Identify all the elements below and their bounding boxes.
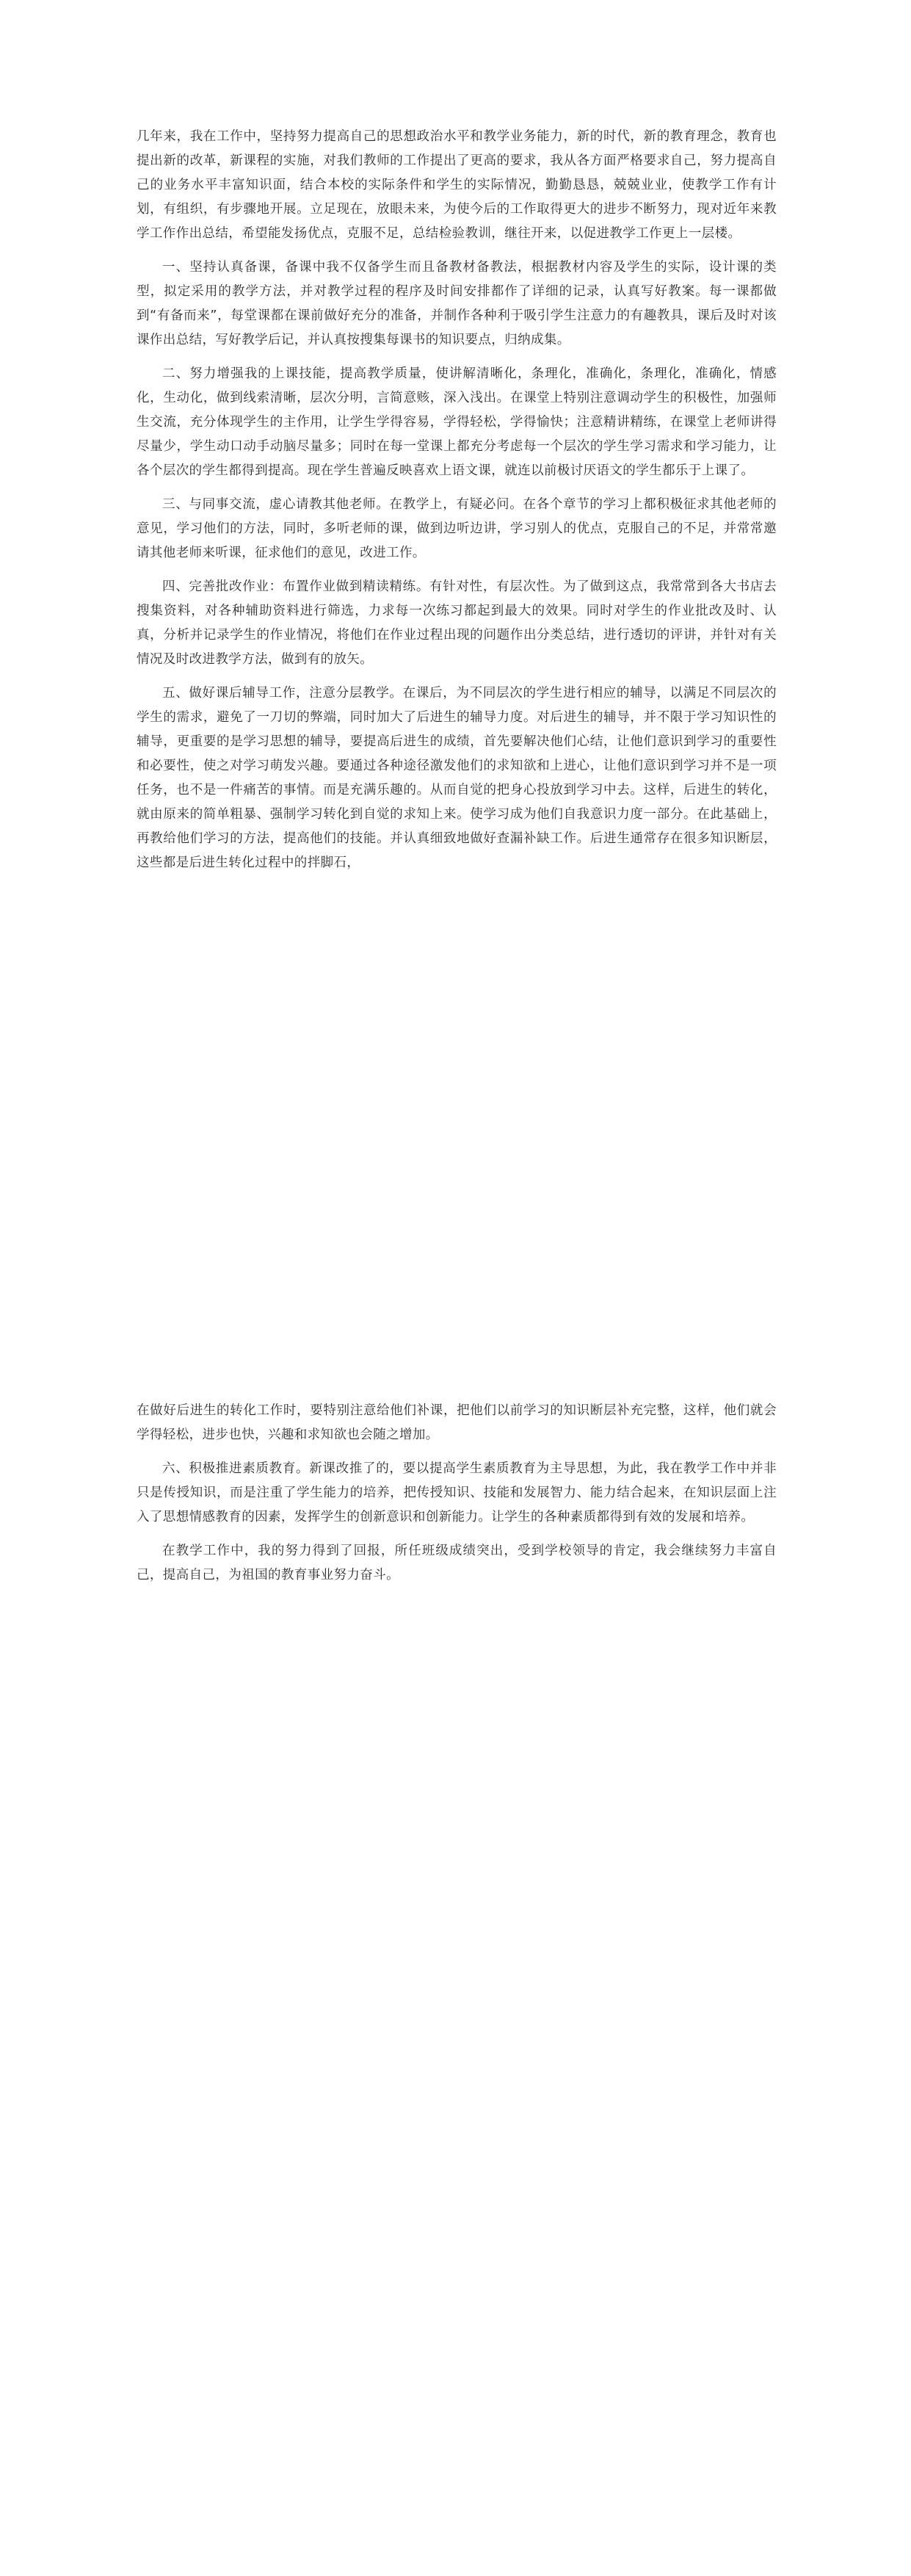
paragraph-tutoring-continued: 在做好后进生的转化工作时，要特别注意给他们补课，把他们以前学习的知识断层补充完整，这样，他们就会学得轻松，进步也快，兴趣和求知欲也会随之增加。: [137, 1403, 777, 1442]
document-body-lower: [137, 1399, 777, 1588]
paragraph-homework-correction: 四、完善批改作业：布置作业做到精读精练。有针对性，有层次性。为了做到这点，我常常到各大书店去搜集资料，对各种辅助资料进行筛选，力求每一次练习都起到最大的效果。同时对学生的作业批改及时、认真，分析并记录学生的作业情况，将他们在作业过程出现的问题作出分类总结，进行透切的评讲，并针对有关情况及时改进教学方法，做到有的放矢。: [137, 579, 777, 667]
intro-paragraph: 几年来，我在工作中，坚持努力提高自己的思想政治水平和教学业务能力，新的时代，新的教育理念，教育也提出新的改革，新课程的实施，对我们教师的工作提出了更高的要求，我从各方面严格要求自己，努力提高自己的业务水平丰富知识面，结合本校的实际条件和学生的实际情况，勤勤恳恳，兢兢业业，使教学工作有计划，有组织，有步骤地开展。立足现在，放眼未来，为使今后的工作取得更大的进步不断努力，现对近年来教学工作作出总结，希望能发扬优点，克服不足，总结检验教训，继往开来，以促进教学工作更上一层楼。: [137, 129, 777, 241]
paragraph-conclusion: 在教学工作中，我的努力得到了回报，所任班级成绩突出，受到学校领导的肯定，我会继续努力丰富自己，提高自己，为祖国的教育事业努力奋斗。: [137, 1544, 777, 1582]
paragraph-lesson-preparation: 一、坚持认真备课，备课中我不仅备学生而且备教材备教法，根据教材内容及学生的实际，设计课的类型，拟定采用的教学方法，并对教学过程的程序及时间安排都作了详细的记录，认真写好教案。每一课都做到“有备而来”，每堂课都在课前做好充分的准备，并制作各种利于吸引学生注意力的有趣教具，课后及时对该课作出总结，写好教学后记，并认真按搜集每课书的知识要点，归纳成集。: [137, 260, 777, 347]
document-body-upper: [137, 125, 777, 875]
paragraph-quality-education: 六、积极推进素质教育。新课改推了的，要以提高学生素质教育为主导思想，为此，我在教学工作中并非只是传授知识，而是注重了学生能力的培养，把传授知识、技能和发展智力、能力结合起来，在知识层面上注入了思想情感教育的因素，发挥学生的创新意识和创新能力。让学生的各种素质都得到有效的发展和培养。: [137, 1461, 777, 1524]
paragraph-after-class-tutoring: 五、做好课后辅导工作，注意分层教学。在课后，为不同层次的学生进行相应的辅导，以满足不同层次的学生的需求，避免了一刀切的弊端，同时加大了后进生的辅导力度。对后进生的辅导，并不限于学习知识性的辅导，更重要的是学习思想的辅导，要提高后进生的成绩，首先要解决他们心结，让他们意识到学习的重要性和必要性，使之对学习萌发兴趣。要通过各种途径激发他们的求知欲和上进心，让他们意识到学习并不是一项任务，也不是一件痛苦的事情。而是充满乐趣的。从而自觉的把身心投放到学习中去。这样，后进生的转化，就由原来的简单粗暴、强制学习转化到自觉的求知上来。使学习成为他们自我意识力度一部分。在此基础上，再教给他们学习的方法，提高他们的技能。并认真细致地做好查漏补缺工作。后进生通常存在很多知识断层，这些都是后进生转化过程中的拌脚石，: [137, 686, 777, 870]
paragraph-peer-exchange: 三、与同事交流，虚心请教其他老师。在教学上，有疑必问。在各个章节的学习上都积极征求其他老师的意见，学习他们的方法，同时，多听老师的课，做到边听边讲，学习别人的优点，克服自己的不足，并常常邀请其他老师来听课，征求他们的意见，改进工作。: [137, 497, 777, 560]
paragraph-teaching-skills: 二、努力增强我的上课技能，提高教学质量，使讲解清晰化，条理化，准确化，条理化，准确化，情感化，生动化，做到线索清晰，层次分明，言简意赅，深入浅出。在课堂上特别注意调动学生的积极性，加强师生交流，充分体现学生的主作用，让学生学得容易，学得轻松，学得愉快；注意精讲精练，在课堂上老师讲得尽量少，学生动口动手动脑尽量多；同时在每一堂课上都充分考虑每一个层次的学生学习需求和学习能力，让各个层次的学生都得到提高。现在学生普遍反映喜欢上语文课，就连以前极讨厌语文的学生都乐于上课了。: [137, 366, 777, 478]
